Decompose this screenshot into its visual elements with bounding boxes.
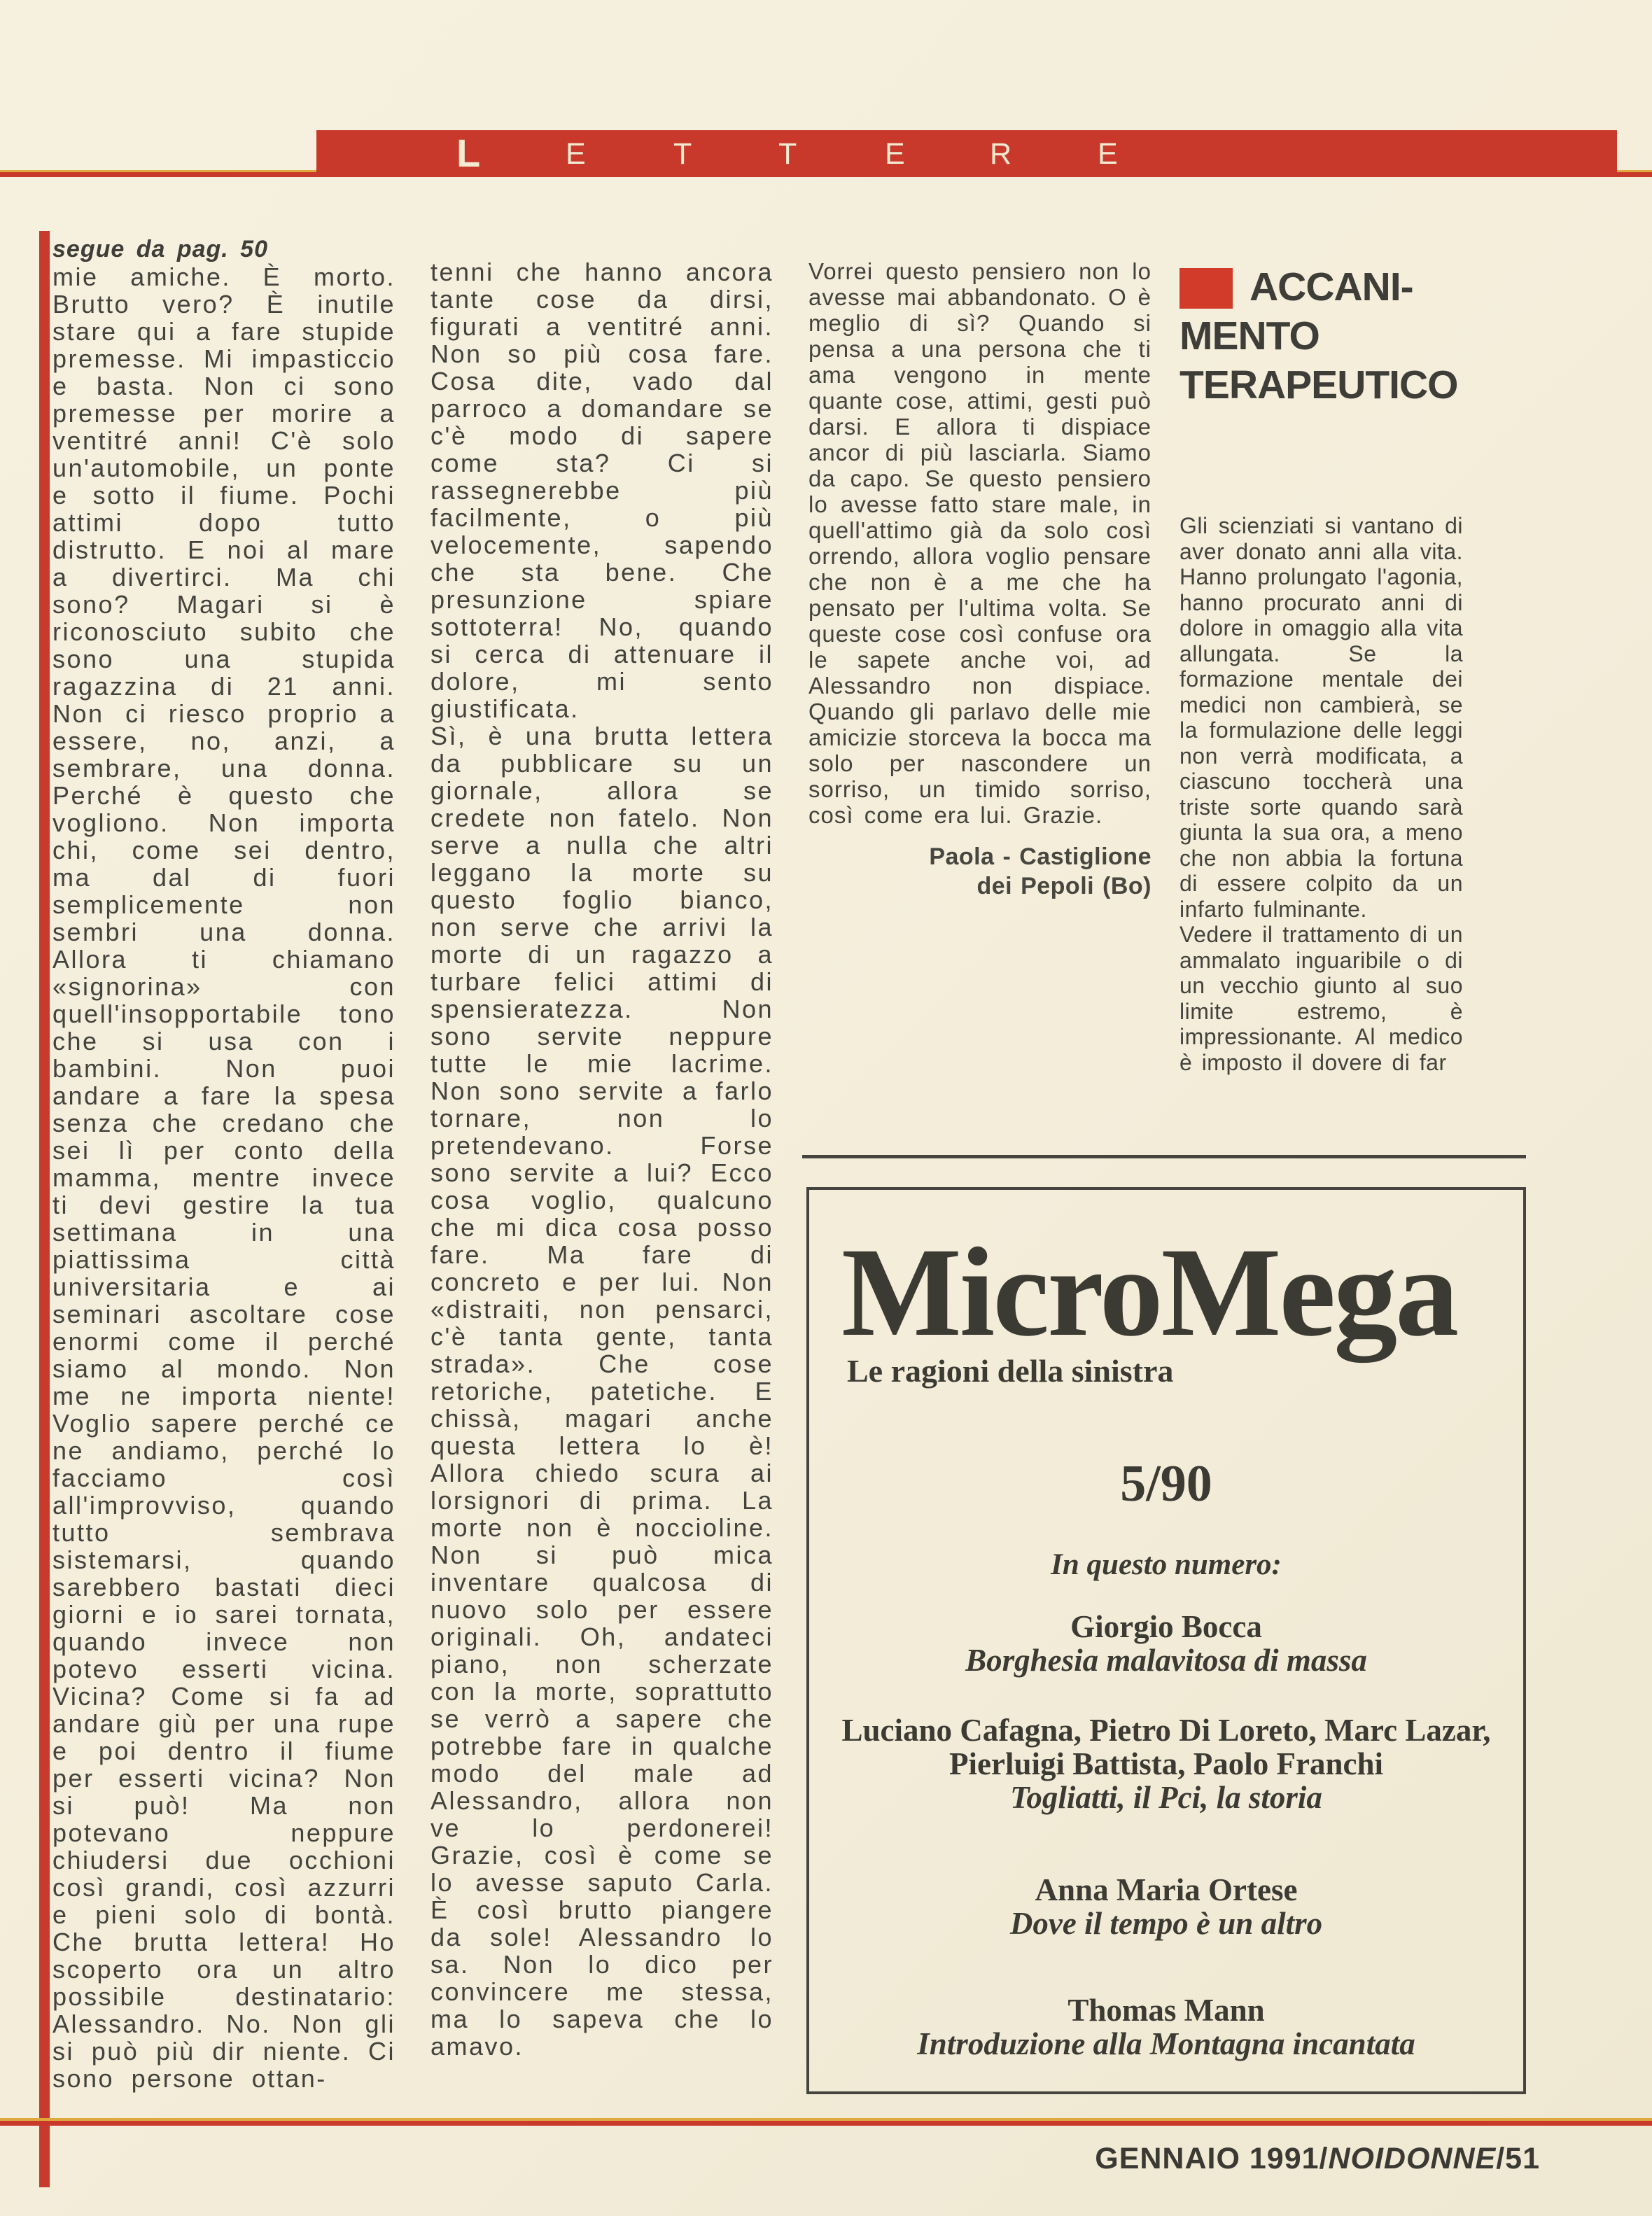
page-footer xyxy=(1095,2142,1540,2176)
ad-entry xyxy=(809,1713,1523,1814)
ad-entry xyxy=(809,1873,1523,1940)
banner-letter: E xyxy=(1098,137,1118,171)
ad-entry-title: Dove il tempo è un altro xyxy=(1009,1906,1323,1941)
letter-paragraph: Sì, è una brutta lettera da pubblicare su un giornale, allora se credete non fatelo. Non serve a nulla che altri leggano la morte su questo foglio bianco, non serve che arrivi la morte di un ragazzo a turbare felici attimi di spensieratezza. Non sono servite neppure tutte le mie lacrime. Non sono servite a farlo tornare, non lo pretendevano. Forse sono servite a lui? Ecco cosa voglio, qualcuno che mi dica cosa posso fare. Ma fare di concreto e per lui. Non «distraiti, non pensarci, c'è tanta gente, tanta strada». Che cose retoriche, patetiche. E chissà, magari anche questa lettera lo è! Allora chiedo scura ai lorsignori di prima. La morte non è noccioline. Non si può mica inventare qualcosa di nuovo solo per essere originali. Oh, andateci piano, non scherzate con la morte, soprattutto se verrò a sapere che potrebbe fare in qualche modo del male ad Alessandro, allora non ve lo perdonerei! Grazie, così è come se lo avesse saputo Carla. È così brutto piangere da sole! Alessandro lo sa. Non lo dico per convincere me stessa, ma lo sapeva che lo amavo. xyxy=(430,722,774,2061)
article-title-line: MENTO xyxy=(1180,314,1320,358)
ad-divider-rule xyxy=(802,1155,1526,1158)
letter-column-2 xyxy=(430,236,774,2060)
footer-date: GENNAIO 1991/ xyxy=(1095,2142,1329,2175)
article-paragraph: Gli scienziati si vantano di aver donato anni alla vita. Hanno prolungato l'agonia, hanno procurato anni di dolore in omaggio alla vita allungata. Se la formazione mentale dei medici non cambierà, se la formulazione delle leggi non verrà modificata, a ciascuno toccherà una triste sorte quando sarà giunta la sua ora, a meno che non abbia la fortuna di essere colpito da un infarto fulminante. xyxy=(1180,513,1463,922)
footer-page-number: /51 xyxy=(1496,2142,1540,2175)
banner-letter: T xyxy=(778,137,797,171)
letter-paragraph: Vorrei questo pensiero non lo avesse mai abbandonato. O è meglio di sì? Quando si pensa a una persona che ti ama vengono in mente quante cose, attimi, gesti può darsi. E allora ti dispiace ancor di più lasciarla. Siamo da capo. Se questo pensiero lo avesse fatto stare male, in quell'attimo già da solo così orrendo, allora voglio pensare che non è a me che ha pensato per l'ultima volta. Se queste cose così confuse ora le sapete anche voi, ad Alessandro non dispiace. Quando gli parlavo delle mie amicizie storceva la bocca ma solo per nascondere un sorriso, un timido sorriso, così come era lui. Grazie. xyxy=(808,258,1152,828)
ad-entry-authors: Giorgio Bocca xyxy=(1070,1609,1262,1644)
continuation-note: segue da pag. 50 xyxy=(52,236,268,262)
ad-entry-authors: Anna Maria Ortese xyxy=(1035,1872,1298,1907)
letter-column-3 xyxy=(808,236,1152,901)
ad-logo: MicroMega xyxy=(841,1222,1457,1363)
section-marker-icon xyxy=(1180,268,1233,309)
ad-toc-intro: In questo numero: xyxy=(1051,1548,1282,1581)
letter-paragraph: tenni che hanno ancora tante cose da dirsi, figurati a ventitré anni. Non so più cosa fare. Cosa dite, vado dal parroco a domandare se c'è modo di sapere come sta? Ci si rassegnerebbe più facilmente, o più velocemente, sapendo che sta bene. Che presunzione spiare sottoterra! No, quando si cerca di attenuare il dolore, mi sento giustificata. xyxy=(430,258,774,723)
ad-entry-authors: Luciano Cafagna, Pietro Di Loreto, Marc Lazar, Pierluigi Battista, Paolo Franchi xyxy=(841,1713,1491,1781)
ad-entry-title: Borghesia malavitosa di massa xyxy=(965,1643,1367,1678)
ad-entry-title: Togliatti, il Pci, la storia xyxy=(1010,1780,1322,1815)
ad-entry-title: Introduzione alla Montagna incantata xyxy=(917,2026,1415,2061)
banner-letter: E xyxy=(885,137,905,171)
ad-entry xyxy=(809,1610,1523,1677)
micromega-ad-box xyxy=(806,1187,1526,2094)
letter-column-1 xyxy=(52,236,396,2092)
article-paragraph: Vedere il trattamento di un ammalato inguaribile o di un vecchio giunto al suo limite estremo, è impressionante. Al medico è imposto il dovere di far xyxy=(1180,922,1463,1075)
left-edge-red-strip xyxy=(39,231,50,2187)
banner-letter: T xyxy=(673,137,692,171)
footer-rule xyxy=(0,2118,1652,2126)
banner-letter: E xyxy=(566,137,586,171)
article-title-line: ACCANI- xyxy=(1250,265,1413,309)
banner-letter: L xyxy=(456,131,481,175)
article-column xyxy=(1180,236,1463,1075)
letter-signature: Paola - Castiglione dei Pepoli (Bo) xyxy=(929,843,1152,899)
ad-issue-number: 5/90 xyxy=(1120,1455,1212,1513)
footer-magazine-name: NOIDONNE xyxy=(1328,2142,1497,2175)
article-header xyxy=(1180,262,1463,409)
ad-entry-authors: Thomas Mann xyxy=(1068,1993,1265,2028)
ad-entry xyxy=(809,1993,1523,2061)
ad-tagline: Le ragioni della sinistra xyxy=(847,1353,1174,1389)
letter-paragraph: mie amiche. È morto. Brutto vero? È inutile stare qui a fare stupide premesse. Mi impasticcio e basta. Non ci sono premesse per morire a ventitré anni! C'è solo un'automobile, un ponte e sotto il fiume. Pochi attimi dopo tutto distrutto. E noi al mare a divertirci. Ma chi sono? Magari si è riconosciuto subito che sono una stupida ragazzina di 21 anni. Non ci riesco proprio a essere, no, anzi, a sembrare, una donna. Perché è questo che vogliono. Non importa chi, come sei dentro, ma dal di fuori semplicemente non sembri una donna. Allora ti chiamano «signorina» con quell'insopportabile tono che si usa con i bambini. Non puoi andare a fare la spesa senza che credano che sei lì per conto della mamma, mentre invece ti devi gestire la tua settimana in una piattissima città universitaria e ai seminari ascoltare cose enormi come il perché siamo al mondo. Non me ne importa niente! Voglio sapere perché ce ne andiamo, perché lo facciamo così all'improvviso, quando tutto sembrava sistemarsi, quando sarebbero bastati dieci giorni e io sarei tornata, quando invece non potevo esserti vicina. Vicina? Come si fa ad andare giù per una rupe e poi dentro il fiume per esserti vicina? Non si può! Ma non potevano neppure chiudersi due occhioni così grandi, così azzurri e pieni solo di bontà. Che brutta lettera! Ho scoperto ora un altro possibile destinatario: Alessandro. No. Non gli si può più dir niente. Ci sono persone ottan- xyxy=(52,262,396,2093)
banner-letter: R xyxy=(990,137,1012,171)
article-title-line: TERAPEUTICO xyxy=(1180,363,1458,407)
lettere-section-banner xyxy=(316,130,1617,175)
